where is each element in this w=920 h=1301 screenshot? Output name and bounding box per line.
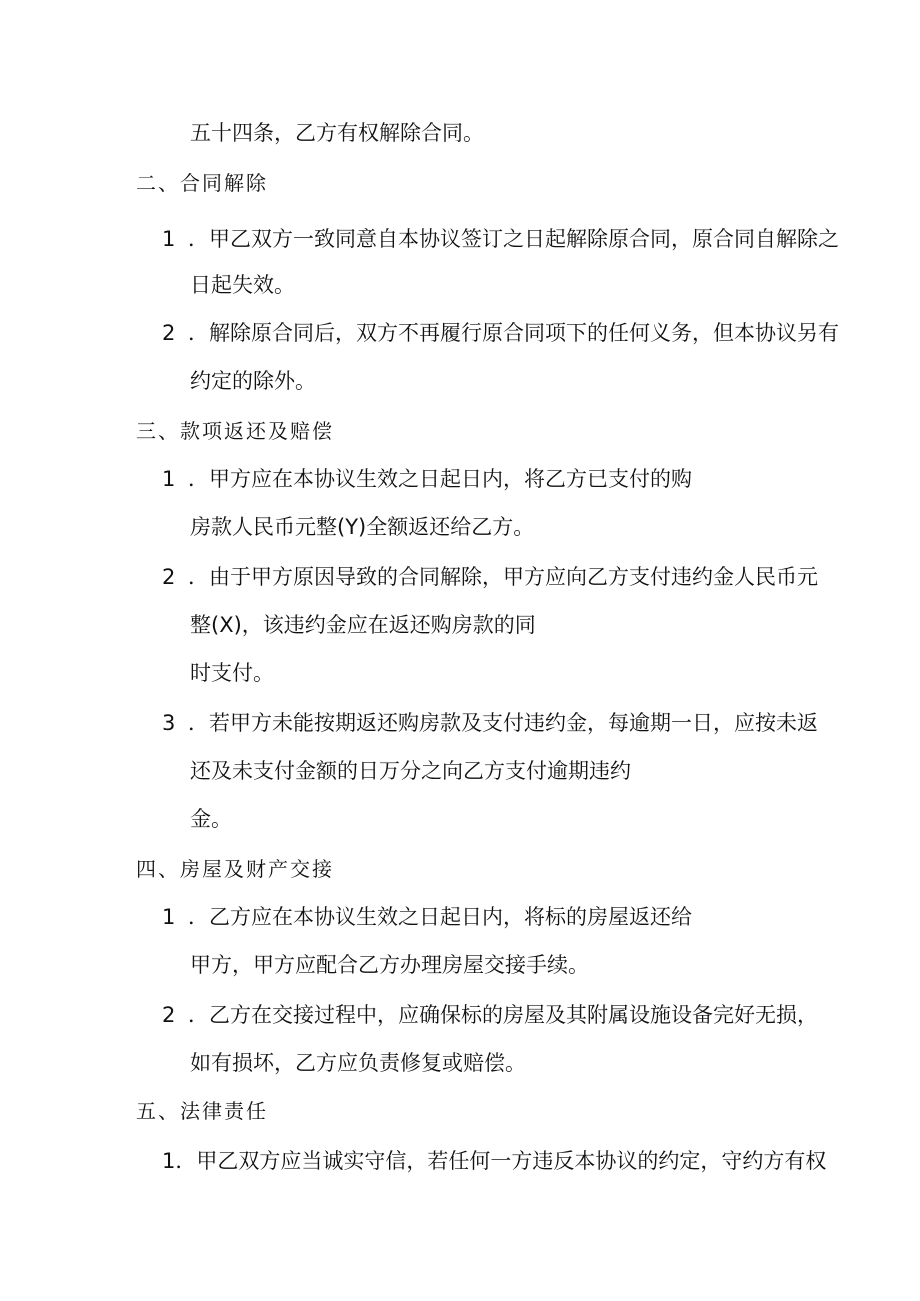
clause-2-1-line-2: 日起失效。 (190, 273, 295, 297)
clause-4-1-line-1: 1 ．乙方应在本协议生效之日起日内，将标的房屋返还给 (162, 902, 692, 932)
clause-3-3-line-1: 3 ．若甲方未能按期返还购房款及支付违约金，每逾期一日，应按未返 (162, 708, 818, 738)
clause-4-2-line-1: 2 ．乙方在交接过程中，应确保标的房屋及其附属设施设备完好无损， (162, 1000, 818, 1030)
section-heading-legal-liability: 五、法律责任 (136, 1099, 268, 1123)
clause-2-2-line-2: 约定的除外。 (190, 369, 316, 393)
clause-3-2-line-1: 2 ．由于甲方原因导致的合同解除，甲方应向乙方支付违约金人民币元 (162, 562, 818, 592)
clause-number: 1 (162, 905, 176, 929)
clause-3-2-line-3: 时支付。 (190, 661, 274, 685)
clause-number: 3 (162, 711, 176, 735)
clause-5-1-line-1: 1．甲乙双方应当诚实守信，若任何一方违反本协议的约定，守约方有权 (162, 1149, 827, 1173)
clause-3-1-line-2: 房款人民币元整(Y)全额返还给乙方。 (190, 515, 535, 539)
clause-number: 2 (162, 565, 176, 589)
clause-number: 2 (162, 1003, 176, 1027)
clause-number: 1 (162, 467, 176, 491)
clause-4-1-line-2: 甲方，甲方应配合乙方办理房屋交接手续。 (190, 953, 589, 977)
clause-4-2-line-2: 如有损坏，乙方应负责修复或赔偿。 (190, 1051, 526, 1075)
clause-3-2-line-2: 整(X)，该违约金应在返还购房款的同 (190, 613, 536, 637)
clause-2-2-line-1: 2 ．解除原合同后，双方不再履行原合同项下的任何义务，但本协议另有 (162, 318, 839, 348)
clause-number: 2 (162, 321, 176, 345)
clause-3-3-line-2: 还及未支付金额的日万分之向乙方支付逾期违约 (190, 759, 631, 783)
clause-3-1-line-1: 1 ．甲方应在本协议生效之日起日内，将乙方已支付的购 (162, 464, 692, 494)
clause-2-1-line-1: 1 ．甲乙双方一致同意自本协议签订之日起解除原合同，原合同自解除之 (162, 224, 839, 254)
clause-number: 1 (162, 227, 176, 251)
section-heading-contract-termination: 二、合同解除 (136, 171, 268, 195)
section-heading-property-handover: 四、房屋及财产交接 (136, 857, 334, 881)
clause-3-3-line-3: 金。 (190, 807, 232, 831)
section-heading-refund-compensation: 三、款项返还及赔偿 (136, 419, 334, 443)
clause-number: 1 (162, 1149, 176, 1173)
intro-line: 五十四条，乙方有权解除合同。 (190, 121, 484, 145)
